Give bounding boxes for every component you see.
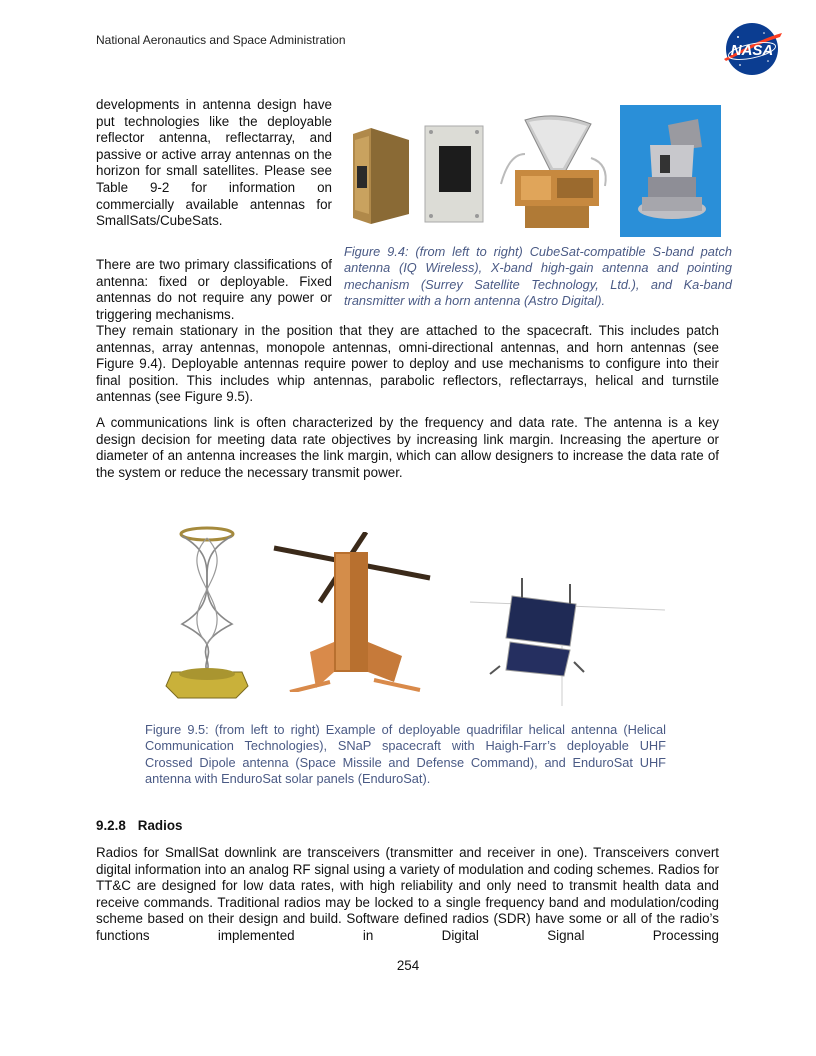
header-org-name: National Aeronautics and Space Administration (96, 33, 346, 47)
section-number: 9.2.8 (96, 818, 126, 833)
figure-9-5-caption: Figure 9.5: (from left to right) Example of deployable quadrifilar helical antenna (Helical Communication Technologies), SNaP spacecraft with Haigh-Farr’s deployable UHF Crossed Dipole antenna (Space Missile and Defense Command), and EnduroSat UHF antenna with EnduroSat solar panels (EnduroSat). (145, 722, 666, 787)
figure-9-5-image-helical-antenna (162, 524, 252, 700)
paragraph-antenna-classifications: There are two primary classifications of antenna: fixed or deployable. Fixed antennas do not require any power or triggering mechanisms. (96, 257, 332, 322)
figure-9-4-image-patch-antenna-side (349, 126, 413, 226)
figure-9-4-image-patch-antenna-front (423, 124, 485, 224)
nasa-logo (720, 21, 784, 77)
figure-9-4-image-ka-band-transmitter (620, 105, 721, 237)
figure-9-4-caption: Figure 9.4: (from left to right) CubeSat-compatible S-band patch antenna (IQ Wireless), X-band high-gain antenna and pointing mechanism (Surrey Satellite Technology, Ltd.), and Ka-band transmitter with a horn antenna (Astro Digital). (344, 244, 732, 309)
svg-text:NASA: NASA (730, 42, 774, 59)
paragraph-antenna-classifications-continued: They remain stationary in the position that they are attached to the spacecraft. This includes patch antennas, array antennas, monopole antennas, omni-directional antennas, and horn antennas (see Figure 9.4). Deployable antennas require power to deploy and use mechanisms to configure into their final position. This includes whip antennas, parabolic reflectors, reflectarrays, helical and turnstile antennas (see Figure 9.5). (96, 323, 719, 405)
figure-9-5-image-snap-spacecraft (270, 532, 438, 692)
paragraph-radios: Radios for SmallSat downlink are transceivers (transmitter and receiver in one). Transceivers convert digital information into an analog RF signal using a variety of modulation and coding schemes. Radios for TT&C are designed for low data rates, with high reliability and only need to transmit health data and receive commands. Traditional radios may be locked to a single frequency band and modulation/coding scheme based on their design and build. Software defined radios (SDR) have some or all of the radio’s functions implemented in Digital Signal Processing (96, 845, 719, 943)
paragraph-communications-link: A communications link is often characterized by the frequency and data rate. The antenna is a key design decision for meeting data rate objectives by increasing link margin. Increasing the aperture or diameter of an antenna increases the link margin, which can allow designers to increase the data rate of the system or reduce the necessary transmit power. (96, 415, 719, 480)
figure-9-4-image-x-band-antenna (495, 114, 615, 232)
figure-9-5-image-endurosat-antenna (470, 566, 665, 706)
section-heading-radios (96, 818, 182, 833)
paragraph-antenna-developments: developments in antenna design have put technologies like the deployable reflector antenna, reflectarray, and passive or active array antennas on the horizon for small satellites. Please see Table 9-2 for information on commercially available antennas for SmallSats/CubeSats. (96, 97, 332, 229)
page-number: 254 (396, 958, 420, 973)
section-title: Radios (137, 818, 183, 833)
